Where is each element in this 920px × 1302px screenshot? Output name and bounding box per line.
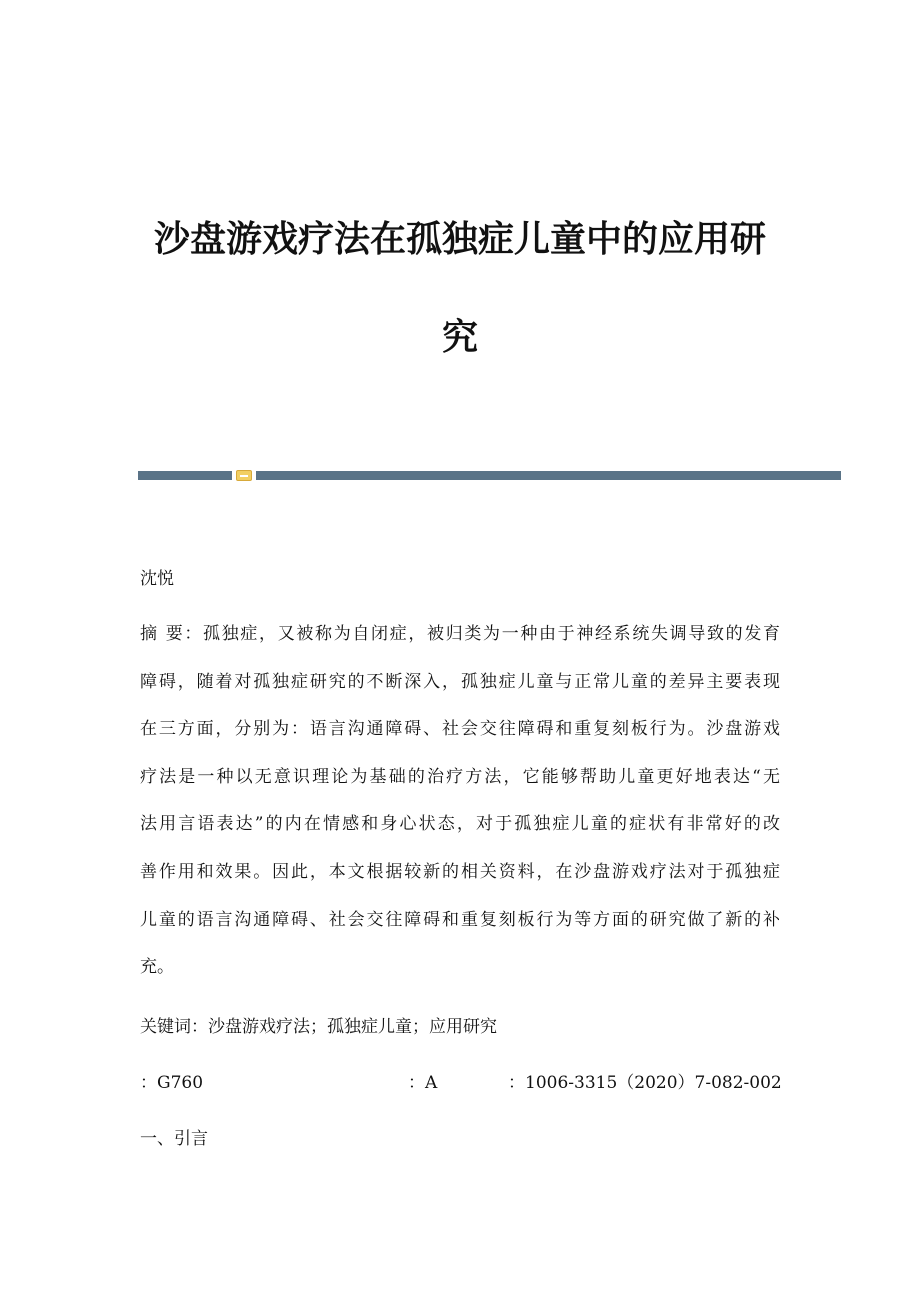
divider-ornament-icon	[236, 470, 252, 481]
abstract-line: 法用言语表达”的内在情感和身心状态，对于孤独症儿童的症状有非常好的改	[140, 814, 780, 835]
classification-number: ：G760	[140, 1073, 204, 1093]
title-line-1: 沙盘游戏疗法在孤独症儿童中的应用研	[153, 219, 766, 260]
author: 沈悦	[140, 569, 174, 589]
abstract-line: 在三方面，分别为：语言沟通障碍、社会交往障碍和重复刻板行为。沙盘游戏	[140, 719, 780, 740]
abstract-line: 善作用和效果。因此，本文根据较新的相关资料，在沙盘游戏疗法对于孤独症	[140, 861, 780, 882]
abstract-line: 充。	[140, 957, 174, 978]
section-heading: 一、引言	[140, 1129, 208, 1149]
abstract-line: 疗法是一种以无意识理论为基础的治疗方法，它能够帮助儿童更好地表达“无	[140, 766, 780, 787]
abstract	[140, 626, 780, 1007]
abstract-line: 障碍，随着对孤独症研究的不断深入，孤独症儿童与正常儿童的差异主要表现	[140, 671, 780, 692]
abstract-line: 儿童的语言沟通障碍、社会交往障碍和重复刻板行为等方面的研究做了新的补	[140, 909, 780, 930]
divider-left-bar	[138, 471, 232, 480]
title-line-2: 究	[441, 317, 478, 358]
document-code: ：A	[408, 1073, 438, 1093]
abstract-line: 摘 要：孤独症，又被称为自闭症，被归类为一种由于神经系统失调导致的发育	[140, 624, 780, 644]
divider-right-bar	[256, 471, 841, 480]
article-number: ：1006-3315（2020）7-082-002	[508, 1073, 782, 1093]
keywords: 关键词：沙盘游戏疗法；孤独症儿童；应用研究	[140, 1017, 497, 1037]
